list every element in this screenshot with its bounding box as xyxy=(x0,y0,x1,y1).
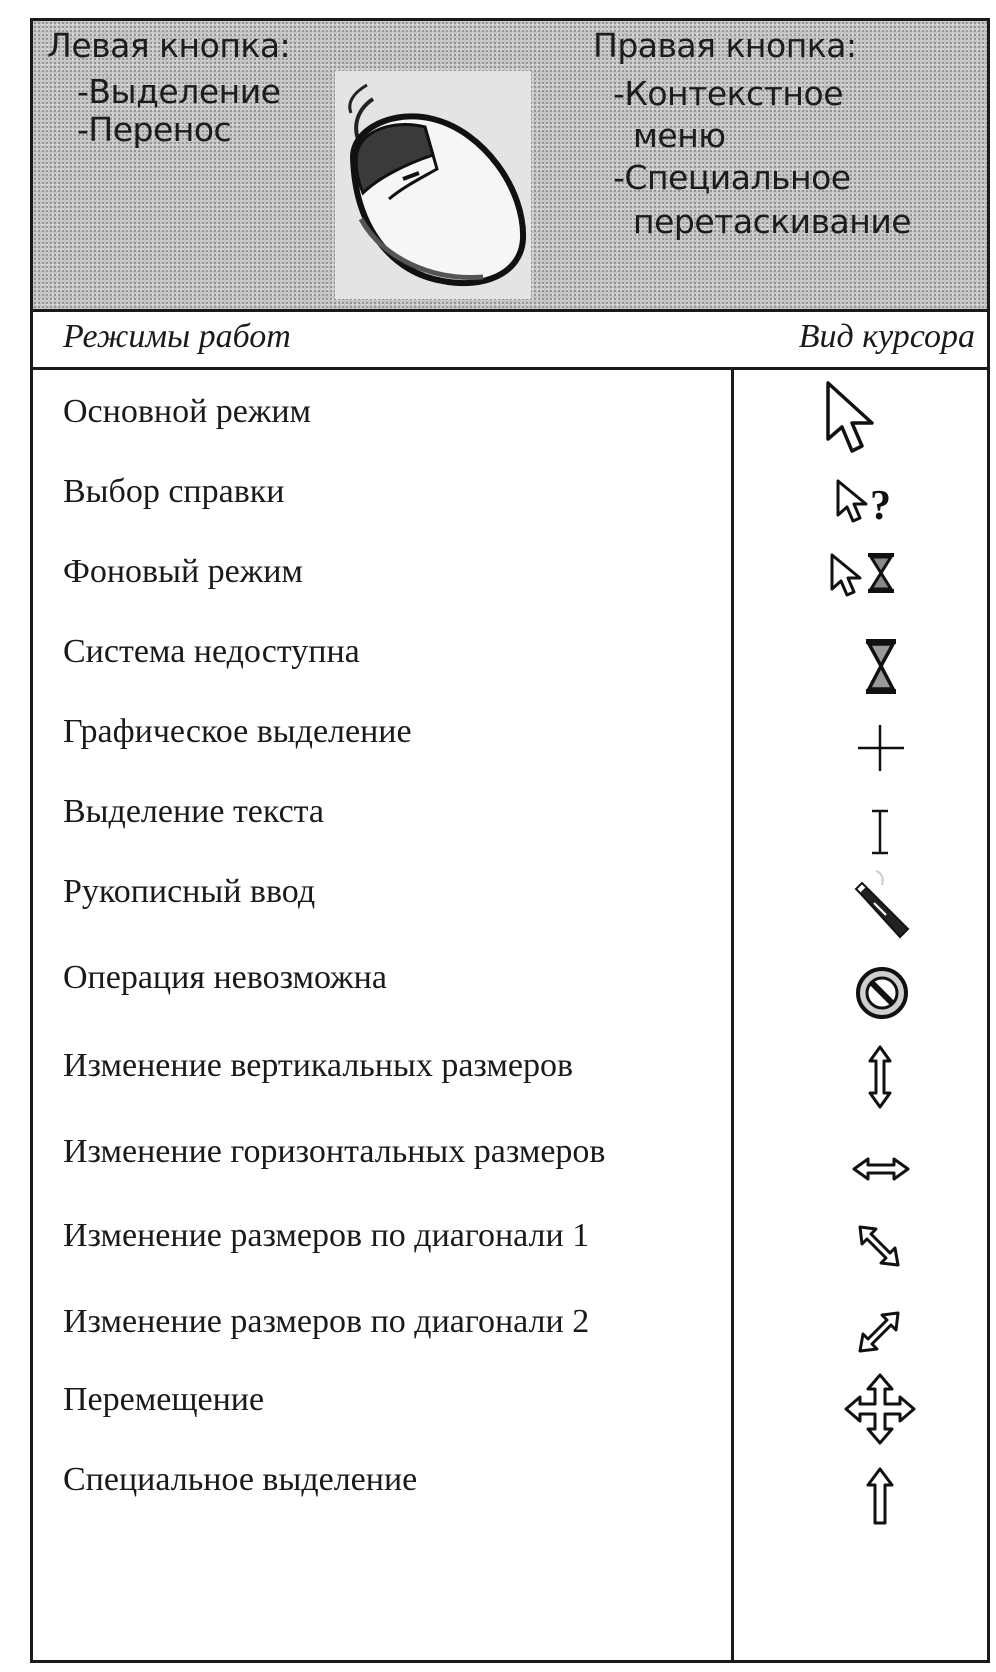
table-row xyxy=(33,379,987,459)
table-row xyxy=(33,1033,987,1113)
row-label: Система недоступна xyxy=(63,633,360,670)
cursor-reference-card xyxy=(30,18,990,1663)
crosshair-cursor-icon xyxy=(818,699,918,779)
unavailable-cursor-icon xyxy=(818,945,918,1025)
row-label: Выбор справки xyxy=(63,473,285,510)
row-label: Изменение размеров по диагонали 2 xyxy=(63,1303,590,1340)
table-row xyxy=(33,1447,987,1527)
row-label: Перемещение xyxy=(63,1381,265,1418)
row-label: Фоновый режим xyxy=(63,553,303,590)
right-button-action-special-2: перетаскивание xyxy=(633,202,912,241)
row-label: Изменение вертикальных размеров xyxy=(63,1047,574,1084)
vertical-resize-cursor-icon xyxy=(818,1033,918,1113)
table-row xyxy=(33,619,987,699)
left-button-title: Левая кнопка: xyxy=(47,26,291,65)
help-select-cursor-icon xyxy=(818,459,918,539)
table-row xyxy=(33,1367,987,1447)
svg-text:?: ? xyxy=(870,483,891,529)
header-cursor: Вид курсора xyxy=(798,318,975,355)
alternate-select-cursor-icon xyxy=(818,1447,918,1527)
row-label: Выделение текста xyxy=(63,793,325,830)
left-button-action-move: -Перенос xyxy=(77,110,232,149)
table-row xyxy=(33,945,987,1025)
left-button-action-select: -Выделение xyxy=(77,72,281,111)
right-button-action-special: -Специальное xyxy=(613,158,851,197)
row-label: Изменение горизонтальных размеров xyxy=(63,1133,606,1170)
table-header xyxy=(33,312,987,370)
row-label: Операция невозможна xyxy=(63,959,387,996)
row-label: Специальное выделение xyxy=(63,1461,418,1498)
arrow-cursor-icon xyxy=(818,379,918,459)
table-row xyxy=(33,699,987,779)
hourglass-cursor-icon xyxy=(818,619,918,699)
table-row xyxy=(33,1119,987,1199)
mouse-buttons-panel xyxy=(33,21,987,312)
right-button-action-context-2: меню xyxy=(633,116,726,155)
table-row xyxy=(33,779,987,859)
table-row xyxy=(33,539,987,619)
right-button-action-context: -Контекстное xyxy=(613,74,843,113)
pen-cursor-icon xyxy=(818,859,918,939)
header-modes: Режимы работ xyxy=(63,318,291,355)
table-row xyxy=(33,459,987,539)
table-row xyxy=(33,1289,987,1369)
table-row xyxy=(33,859,987,939)
background-busy-cursor-icon xyxy=(818,539,918,619)
horizontal-resize-cursor-icon xyxy=(818,1119,918,1199)
text-ibeam-cursor-icon xyxy=(818,779,918,859)
mouse-icon xyxy=(333,69,533,301)
right-button-title: Правая кнопка: xyxy=(593,26,857,65)
row-label: Изменение размеров по диагонали 1 xyxy=(63,1217,590,1254)
move-cursor-icon xyxy=(818,1367,918,1447)
row-label: Основной режим xyxy=(63,393,312,430)
row-label: Рукописный ввод xyxy=(63,873,316,910)
row-label: Графическое выделение xyxy=(63,713,412,750)
diagonal-resize-1-cursor-icon xyxy=(818,1203,918,1283)
table-row xyxy=(33,1203,987,1283)
diagonal-resize-2-cursor-icon xyxy=(818,1289,918,1369)
